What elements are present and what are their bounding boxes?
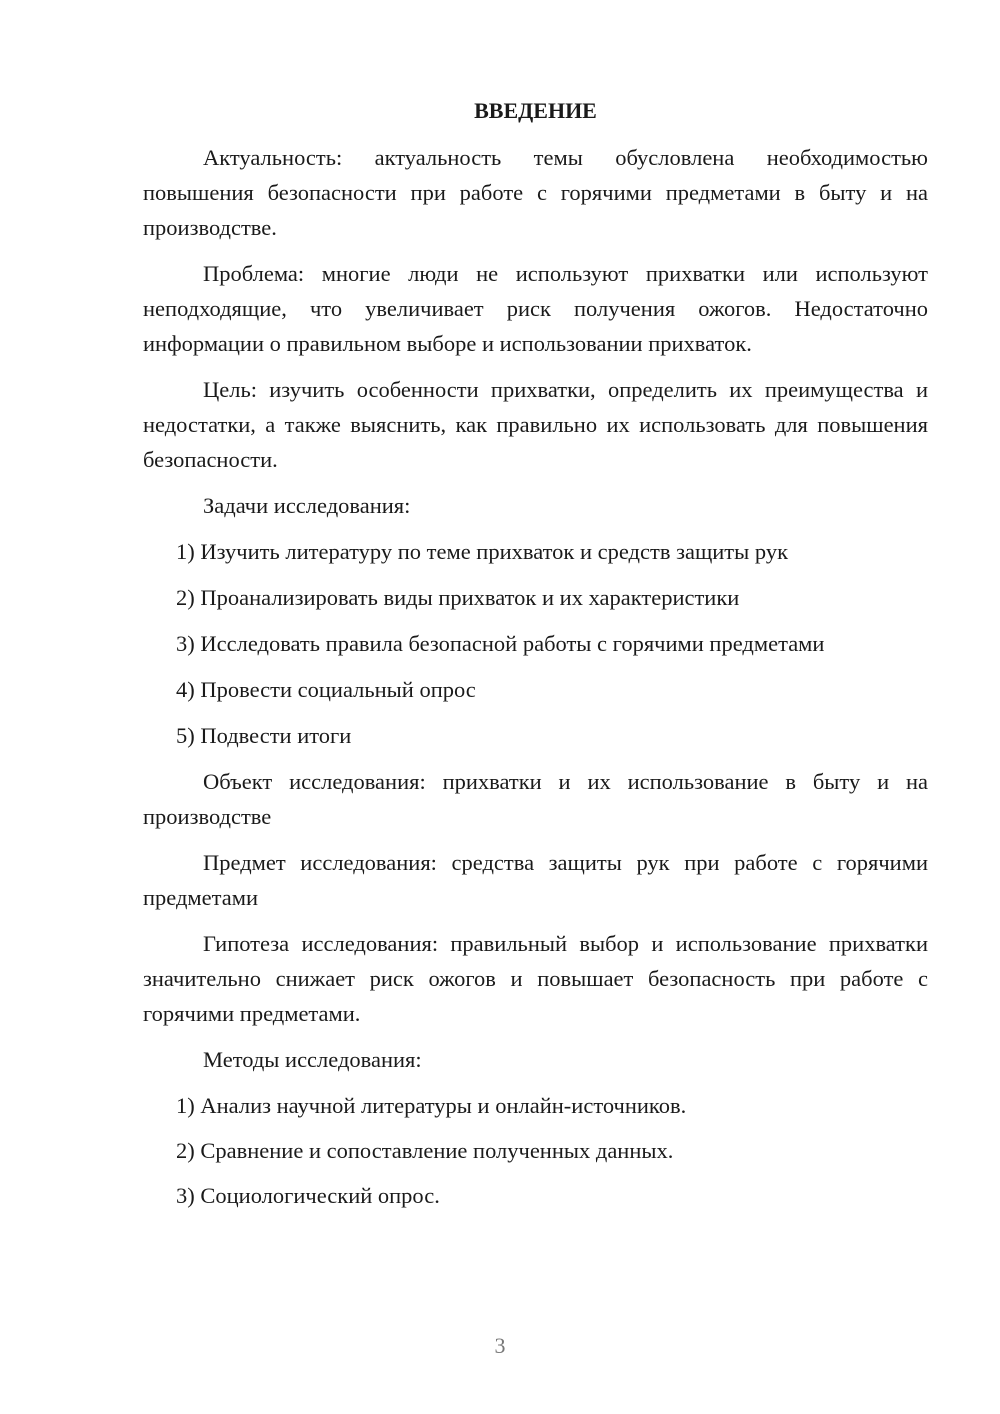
methods-heading: Методы исследования: <box>203 1047 422 1072</box>
goal-paragraph: Цель: изучить особенности прихватки, определить их преимущества и недостатки, а также выяснить, как правильно их использовать для повышения безопасности. <box>143 377 928 472</box>
document-page <box>143 96 928 1224</box>
page-number: 3 <box>494 1333 506 1358</box>
task-item: 4) Провести социальный опрос <box>176 677 476 702</box>
methods-list <box>143 1088 928 1213</box>
relevance-paragraph: Актуальность: актуальность темы обусловлена необходимостью повышения безопасности при работе с горячими предметами в быту и на производстве. <box>143 145 928 240</box>
task-item: 1) Изучить литературу по теме прихваток и средств защиты рук <box>176 539 789 564</box>
hypothesis-paragraph: Гипотеза исследования: правильный выбор и использование прихватки значительно снижает риск ожогов и повышает безопасность при работе с горячими предметами. <box>143 931 928 1026</box>
object-paragraph: Объект исследования: прихватки и их использование в быту и на производстве <box>143 769 928 829</box>
task-item: 3) Исследовать правила безопасной работы с горячими предметами <box>176 631 825 656</box>
problem-paragraph: Проблема: многие люди не используют прихватки или используют неподходящие, что увеличивает риск получения ожогов. Недостаточно информации о правильном выборе и использовании прихваток. <box>143 261 928 356</box>
document-title: ВВЕДЕНИЕ <box>474 98 597 123</box>
task-item: 2) Проанализировать виды прихваток и их характеристики <box>176 585 740 610</box>
tasks-list <box>143 534 928 753</box>
method-item: 3) Социологический опрос. <box>176 1183 440 1208</box>
tasks-heading: Задачи исследования: <box>203 493 411 518</box>
method-item: 2) Сравнение и сопоставление полученных данных. <box>176 1138 674 1163</box>
subject-paragraph: Предмет исследования: средства защиты рук при работе с горячими предметами <box>143 850 928 910</box>
task-item: 5) Подвести итоги <box>176 723 352 748</box>
method-item: 1) Анализ научной литературы и онлайн-источников. <box>176 1093 687 1118</box>
